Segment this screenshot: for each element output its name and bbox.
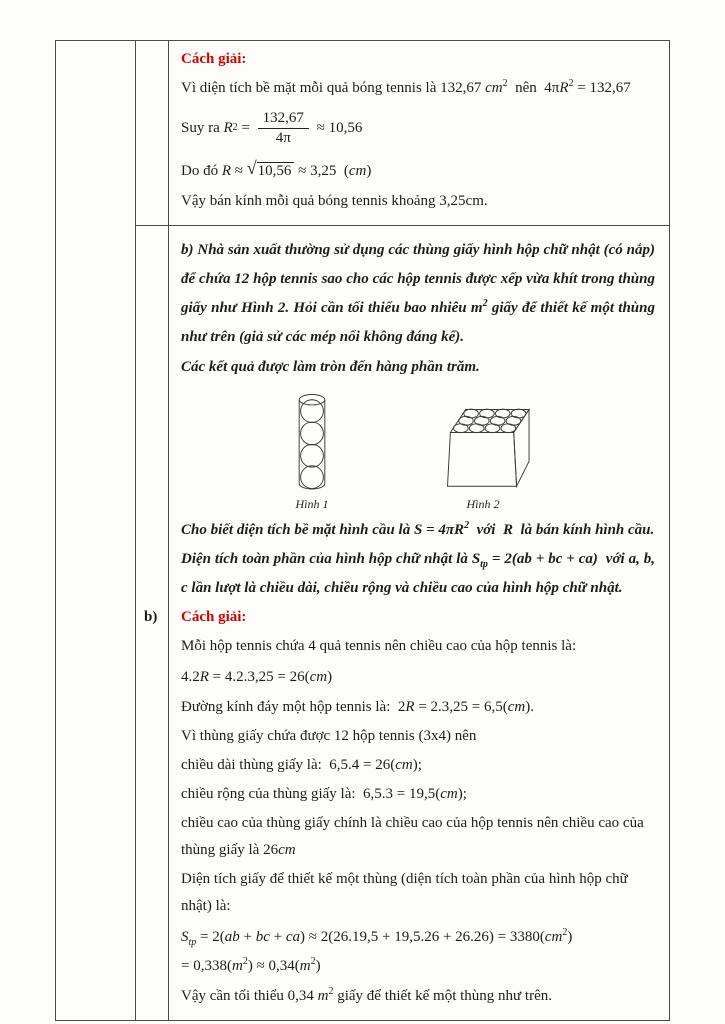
solution-line-7: chiều cao của thùng giấy chính là chiều cao của hộp tennis nên chiều cao của thùng giấy là 26cm (181, 814, 648, 858)
solution-line-10: = $0,338(m^2) \approx 0,34(m^2)$ (181, 955, 321, 974)
figure-2-caption: Hình 2 (466, 496, 500, 511)
solution-line-3: Đường kính đáy một hộp tennis là: 2R = 2.3,25 = 6,5(cm). (181, 698, 534, 715)
tennis-tube-drawing-icon (293, 392, 331, 492)
tennis-tube-figure (293, 392, 331, 512)
part-label-cell-empty (136, 226, 169, 603)
row-part-b (56, 226, 669, 1020)
part-b-solution-block (136, 603, 669, 1020)
part-b-statement-content (169, 226, 669, 603)
part-a-line-1: Vì diện tích bề mặt mỗi quả bóng tennis là 132,67 $cm^2$ nên $4\pi R^2 = 132,67$ (181, 78, 631, 96)
part-b-statement-block (136, 226, 669, 603)
given-formula-sphere: Cho biết diện tích bề mặt hình cầu là $S = 4\pi R^2$ với R là bán kính hình cầu. (181, 519, 655, 538)
part-b-problem-statement: b) Nhà sản xuất thường sử dụng các thùng giấy hình hộp chữ nhật (có nắp) để chứa 12 hộp tennis sao cho các hộp tennis được xếp vừa khít trong thùng giấy như Hình 2. Hỏi cần tối thiểu bao nhiêu $m^2$ giấy để thiết kế một thùng như trên (giả sử các mép nối không đáng kể). (181, 242, 659, 346)
part-b-solution-content (169, 603, 669, 1020)
rounding-note: Các kết quả được làm tròn đến hàng phần trăm. (181, 359, 480, 376)
part-label-cell-a (136, 41, 169, 226)
solution-line-4: Vì thùng giấy chứa được 12 hộp tennis (3x4) nên (181, 727, 477, 744)
part-label-cell-b (136, 603, 169, 1020)
figures-row (181, 392, 655, 512)
part-b-label: b) (144, 608, 158, 625)
solution-line-2: 4.2R = 4.2.3,25 = 26(cm) (181, 668, 333, 685)
figure-1-caption: Hình 1 (295, 496, 329, 511)
part-a-line-3: Do đó R ≈ √10,56 ≈ 3,25 (cm) (181, 157, 372, 179)
solution-line-6: chiều rộng của thùng giấy là: 6,5.3 = 19,5(cm); (181, 785, 467, 802)
part-a-solution-heading: Cách giải: (181, 51, 247, 67)
part-a-content (169, 41, 669, 226)
solution-conclusion: Vậy cần tối thiểu 0,34 $m^2$ giấy để thiết kế một thùng như trên. (181, 985, 552, 1004)
tennis-box-drawing-icon (427, 398, 539, 492)
tennis-box-figure (427, 398, 539, 512)
question-number-cell (56, 41, 136, 226)
part-b-solution-heading: Cách giải: (181, 608, 247, 625)
solution-table (55, 40, 670, 1021)
part-a-conclusion: Vậy bán kính mỗi quả bóng tennis khoảng 3,25cm. (181, 193, 488, 210)
given-formula-box: Diện tích toàn phần của hình hộp chữ nhật là $S_{tp} = 2(ab$ + bc + ca) với a, b, c lần lượt là chiều dài, chiều rộng và chiều cao của hình hộp chữ nhật. (181, 550, 659, 596)
solution-line-1: Mỗi hộp tennis chứa 4 quả tennis nên chiều cao của hộp tennis là: (181, 637, 577, 654)
part-a-line-2: Suy ra R 2 = $\frac{132,67}{4\pi}$ ≈ 10,56 (181, 110, 363, 146)
solution-line-8: Diện tích giấy để thiết kế một thùng (diện tích toàn phần của hình hộp chữ nhật) là: (181, 870, 632, 914)
solution-line-5: chiều dài thùng giấy là: 6,5.4 = 26(cm); (181, 756, 422, 773)
question-number-cell-b (56, 226, 136, 1020)
row-part-a (56, 41, 669, 226)
solution-line-9: $S_{tp} = 2(ab$ + bc + $ca) \approx 2(26.19,5 + 19,5.26 + 26.26) = 3380(cm^2)$ (181, 926, 573, 948)
